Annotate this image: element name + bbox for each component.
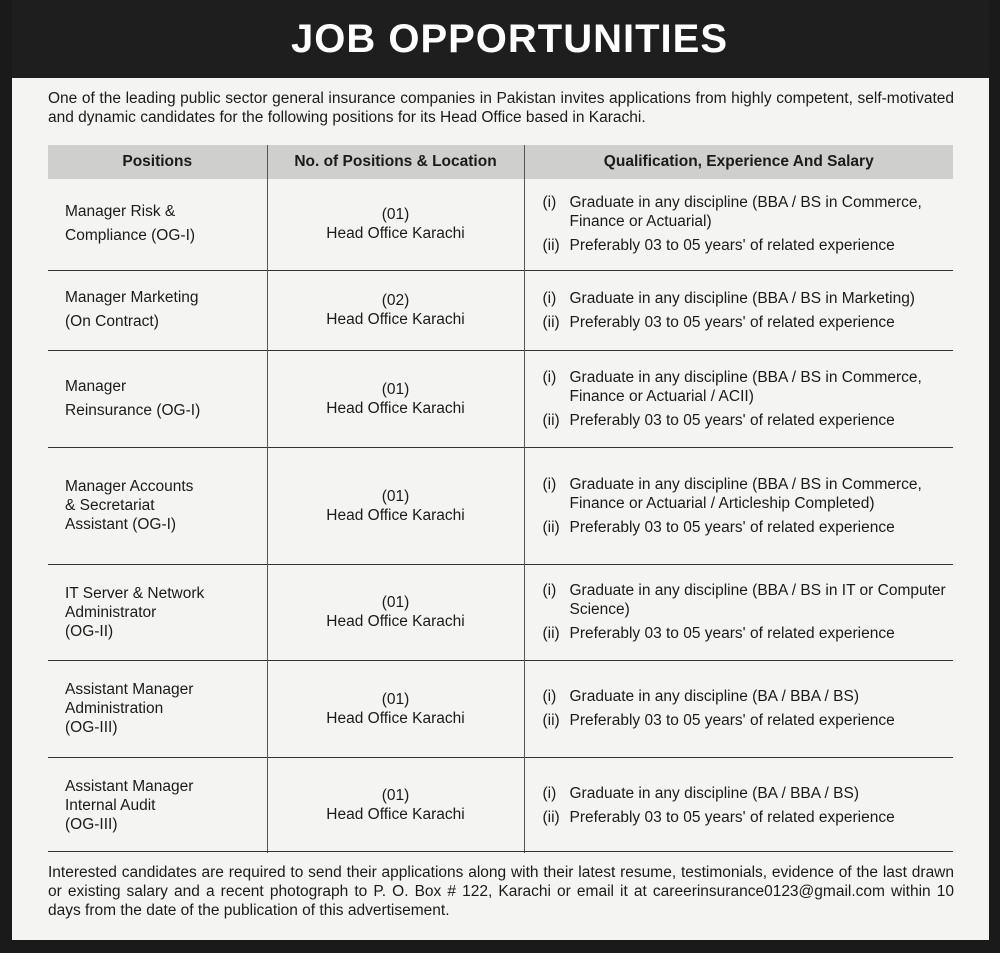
table-row	[48, 564, 953, 660]
closing-paragraph: Interested candidates are required to send their applications along with their latest resume, testimonials, evidence of the last drawn or existing salary and a recent photograph to P. O. Box # 122, Karachi or email it at careerinsurance0123@gmail.com within 10 days from the date of the publication of this advertisement.	[48, 864, 954, 919]
qualification-number: (i)	[542, 688, 557, 705]
table-row	[48, 350, 953, 447]
table-header-row	[48, 145, 953, 179]
qualification-text: Graduate in any discipline (BA / BBA / BS)	[569, 688, 859, 705]
header-count-location: No. of Positions & Location	[267, 145, 524, 179]
qualification-cell	[524, 447, 953, 564]
qualification-number: (i)	[542, 475, 557, 493]
position-line: Administration	[65, 700, 164, 717]
position-count: (01)	[381, 380, 410, 398]
location-cell	[267, 179, 524, 270]
qualification-number: (ii)	[542, 808, 560, 826]
position-location: Head Office Karachi	[326, 709, 465, 727]
intro-paragraph: One of the leading public sector general insurance companies in Pakistan invites applications from highly competent, self-motivated and dynamic candidates for the following positions for its Head Office based in Karachi.	[48, 90, 954, 126]
table-row	[48, 179, 953, 270]
position-count: (01)	[381, 594, 410, 611]
qualification-number: (i)	[542, 784, 557, 802]
qualification-cell	[524, 660, 953, 757]
location-cell	[267, 660, 524, 757]
positions-table	[48, 145, 953, 853]
position-count: (01)	[381, 487, 410, 505]
position-cell	[48, 564, 267, 660]
position-location: Head Office Karachi	[326, 806, 465, 824]
position-line: Assistant Manager	[65, 777, 194, 795]
position-cell	[48, 350, 267, 447]
position-location: Head Office Karachi	[326, 311, 465, 328]
position-location: Head Office Karachi	[326, 399, 465, 417]
qualification-text: Graduate in any discipline (BBA / BS in IT or Computer Science)	[569, 582, 946, 618]
experience-text: Preferably 03 to 05 years' of related experience	[569, 237, 895, 255]
position-line: Manager Risk &	[65, 203, 176, 221]
location-cell	[267, 350, 524, 447]
position-line: & Secretariat	[65, 497, 155, 514]
position-cell	[48, 447, 267, 564]
experience-text: Preferably 03 to 05 years' of related experience	[569, 712, 895, 729]
experience-text: Preferably 03 to 05 years' of related experience	[569, 518, 895, 536]
position-line: Manager	[65, 377, 127, 395]
qualification-cell	[524, 270, 953, 350]
position-line: Reinsurance (OG-I)	[65, 401, 201, 419]
table-row	[48, 270, 953, 350]
position-cell	[48, 757, 267, 853]
table-row	[48, 660, 953, 757]
qualification-number: (i)	[542, 194, 557, 212]
qualification-number: (ii)	[542, 313, 560, 331]
advertisement-page	[12, 0, 989, 940]
table-row	[48, 757, 953, 853]
position-cell	[48, 179, 267, 270]
position-line: (OG-II)	[65, 622, 114, 640]
position-line: Internal Audit	[65, 796, 156, 814]
qualification-number: (ii)	[542, 237, 560, 255]
position-count: (01)	[381, 690, 410, 708]
position-count: (01)	[381, 787, 410, 805]
position-cell	[48, 270, 267, 350]
header-positions: Positions	[48, 145, 267, 179]
qualification-number: (ii)	[542, 625, 560, 642]
position-line: Assistant (OG-I)	[65, 516, 177, 533]
position-location: Head Office Karachi	[326, 613, 465, 630]
qualification-cell	[524, 564, 953, 660]
position-count: (02)	[381, 292, 410, 309]
position-line: (OG-III)	[65, 719, 118, 736]
position-location: Head Office Karachi	[326, 225, 465, 243]
qualification-number: (i)	[542, 368, 557, 386]
header-qualification: Qualification, Experience And Salary	[524, 145, 953, 179]
page-title: JOB OPPORTUNITIES	[290, 16, 729, 61]
location-cell	[267, 757, 524, 853]
position-line: Compliance (OG-I)	[65, 227, 196, 245]
position-line: Manager Accounts	[65, 478, 194, 495]
position-line: Assistant Manager	[65, 681, 194, 698]
qualification-cell	[524, 350, 953, 447]
qualification-text: Graduate in any discipline (BBA / BS in Commerce, Finance or Actuarial)	[569, 194, 922, 231]
position-location: Head Office Karachi	[326, 506, 465, 524]
position-line: (OG-III)	[65, 815, 118, 833]
qualification-number: (i)	[542, 289, 557, 307]
qualification-text: Graduate in any discipline (BA / BBA / BS)	[569, 784, 859, 802]
location-cell	[267, 270, 524, 350]
position-line: IT Server & Network	[65, 584, 205, 602]
title-banner	[12, 0, 989, 78]
qualification-number: (ii)	[542, 712, 560, 729]
table-row	[48, 447, 953, 564]
qualification-cell	[524, 757, 953, 853]
qualification-number: (ii)	[542, 411, 560, 429]
qualification-text: Graduate in any discipline (BBA / BS in Commerce, Finance or Actuarial / Articleship Completed)	[569, 475, 922, 512]
location-cell	[267, 564, 524, 660]
experience-text: Preferably 03 to 05 years' of related experience	[569, 625, 895, 642]
position-line: Manager Marketing	[65, 289, 199, 306]
experience-text: Preferably 03 to 05 years' of related experience	[569, 411, 895, 429]
position-line: Administrator	[65, 603, 157, 621]
position-count: (01)	[381, 206, 410, 224]
location-cell	[267, 447, 524, 564]
divider	[48, 851, 953, 852]
qualification-text: Graduate in any discipline (BBA / BS in Commerce, Finance or Actuarial / ACII)	[569, 368, 922, 405]
qualification-cell	[524, 179, 953, 270]
experience-text: Preferably 03 to 05 years' of related experience	[569, 808, 895, 826]
experience-text: Preferably 03 to 05 years' of related experience	[569, 313, 895, 331]
qualification-text: Graduate in any discipline (BBA / BS in Marketing)	[569, 289, 915, 307]
qualification-number: (ii)	[542, 518, 560, 536]
position-cell	[48, 660, 267, 757]
position-line: (On Contract)	[65, 313, 159, 330]
qualification-number: (i)	[542, 582, 557, 599]
